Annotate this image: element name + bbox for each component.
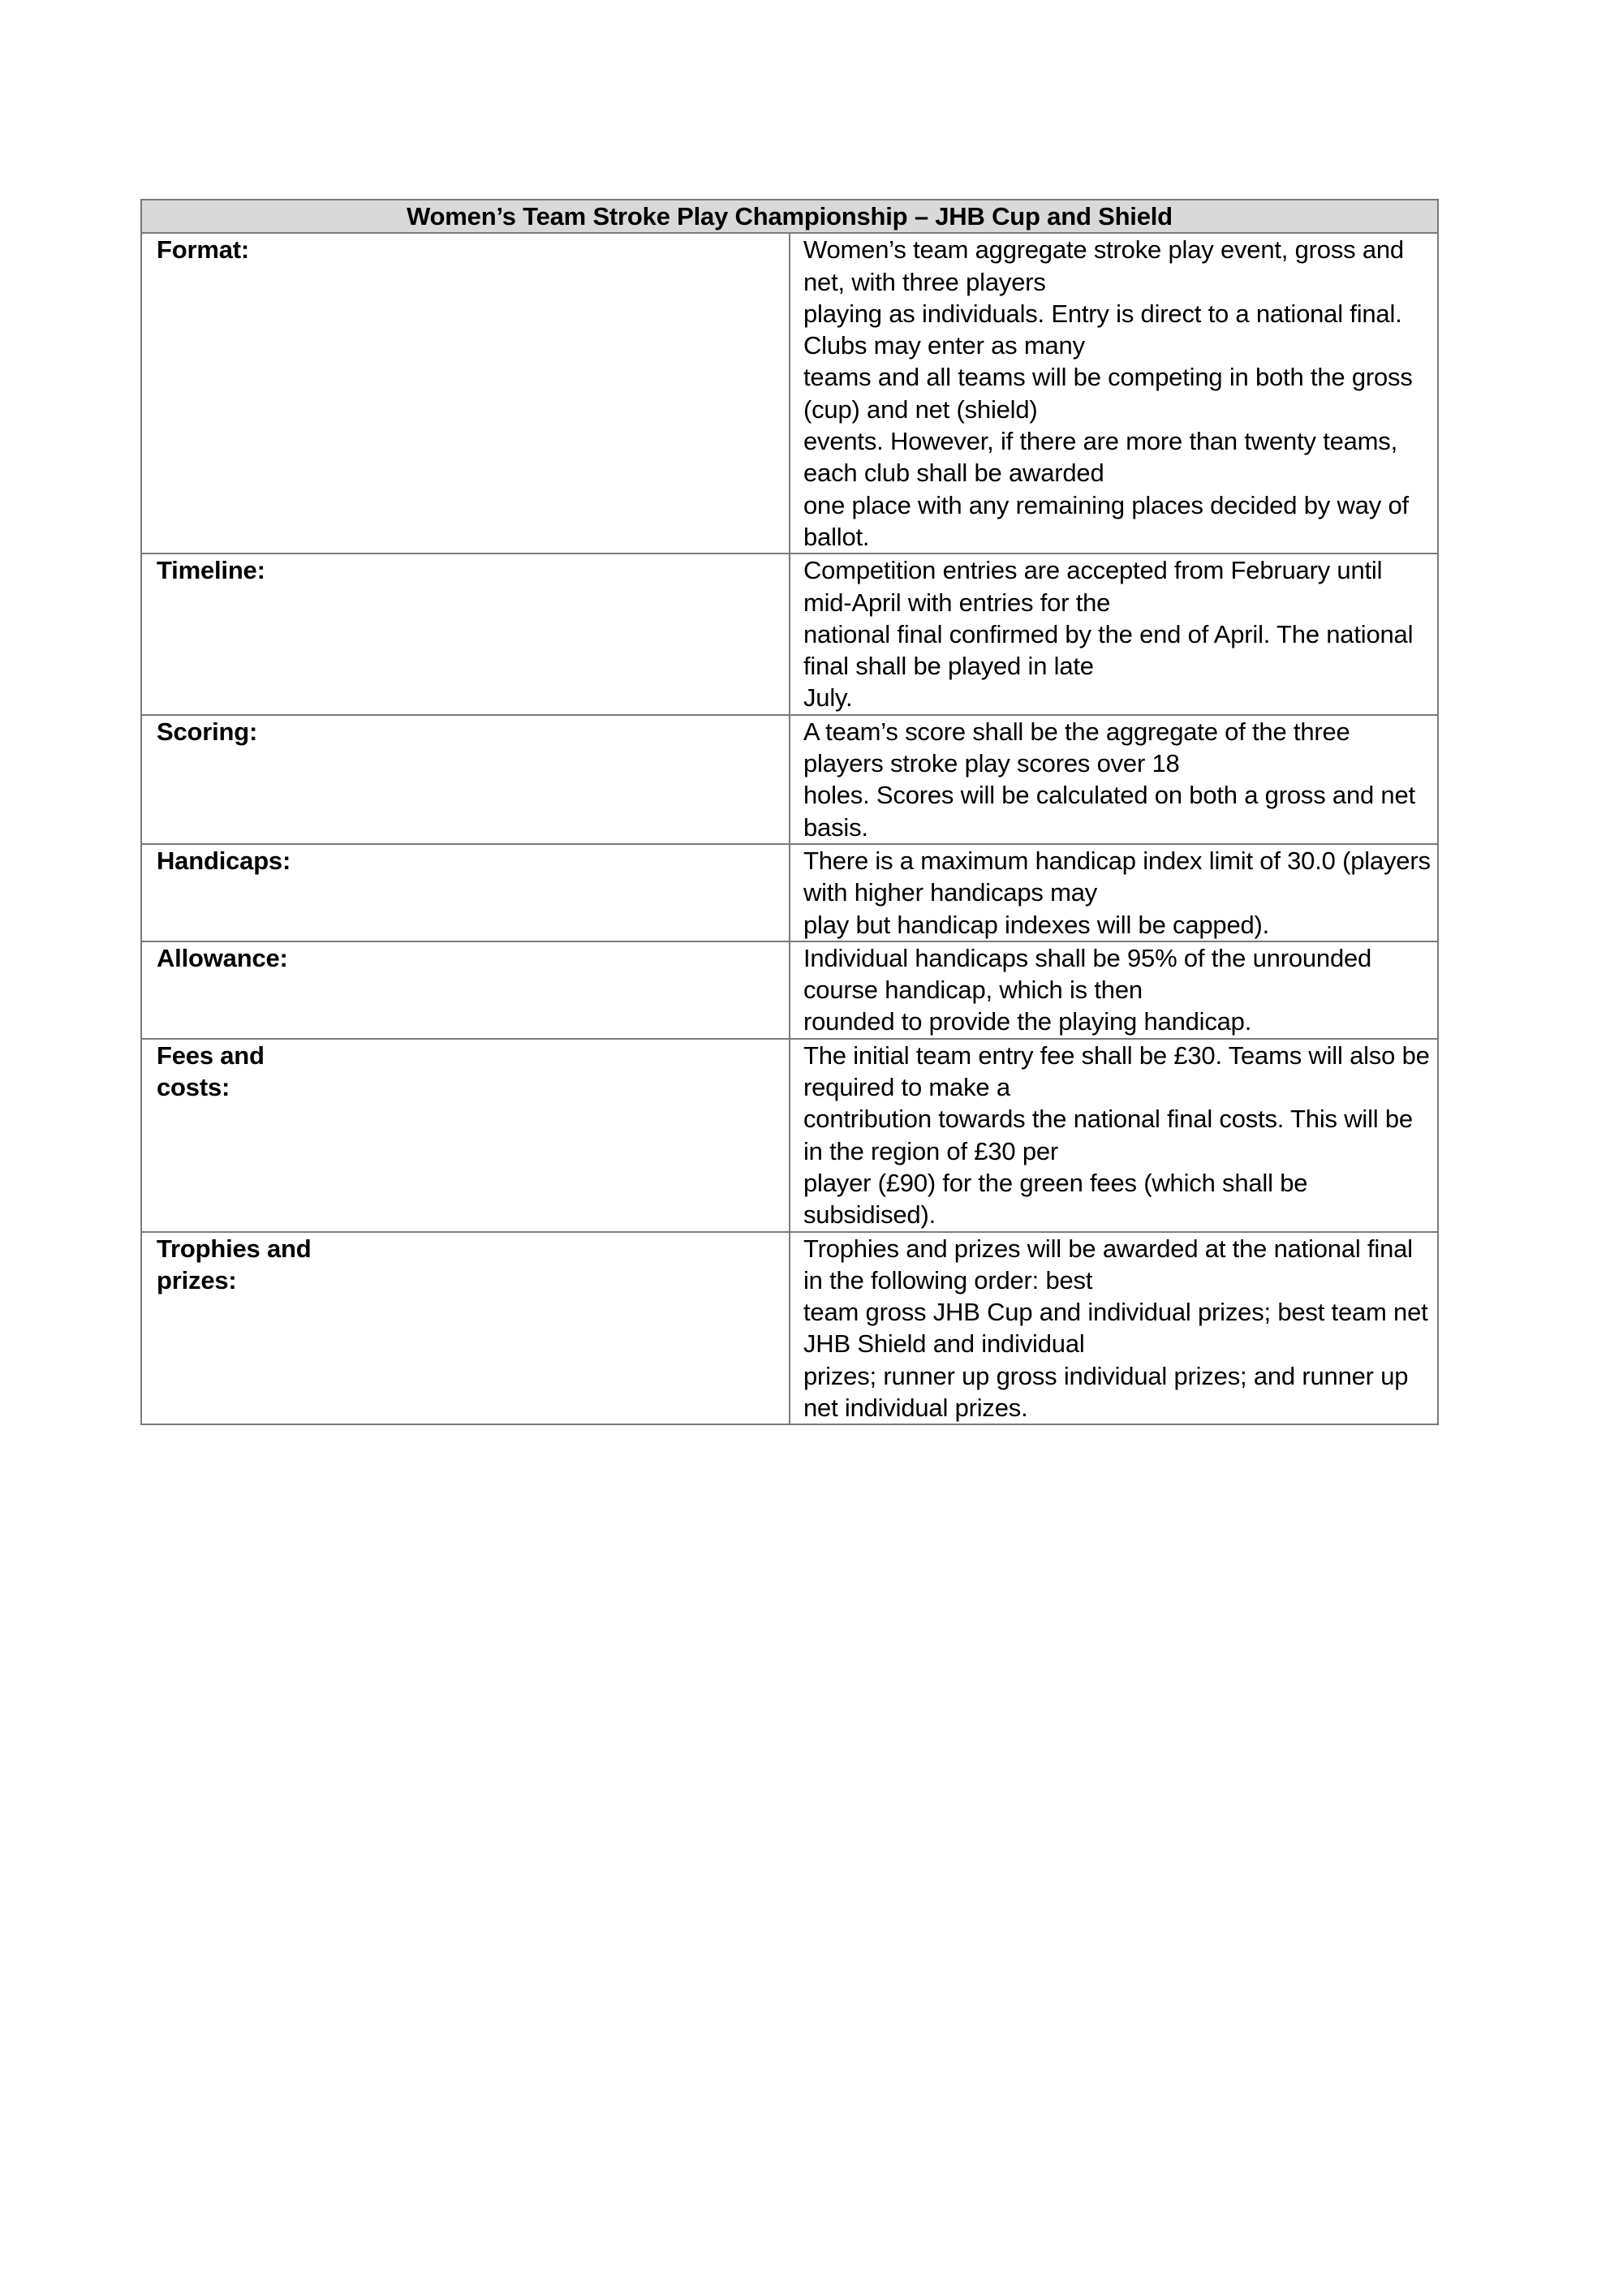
table-row-scoring <box>141 715 1438 844</box>
table-header-row <box>141 200 1438 233</box>
row-content: Women’s team aggregate stroke play event, gross and net, with three players playing as individuals. Entry is direct to a national final. Clubs may enter as many teams and all teams will be competing in both the gross (cup) and net (shield) events. However, if there are more than twenty teams, each club shall be awarded one place with any remaining places decided by way of ballot. <box>790 233 1438 554</box>
row-content: The initial team entry fee shall be £30. Teams will also be required to make a contribution towards the national final costs. This will be in the region of £30 per player (£90) for the green fees (which shall be subsidised). <box>790 1039 1438 1232</box>
table-title: Women’s Team Stroke Play Championship – JHB Cup and Shield <box>141 200 1438 233</box>
row-content: There is a maximum handicap index limit of 30.0 (players with higher handicaps may play but handicap indexes will be capped). <box>790 844 1438 941</box>
row-label: Timeline: <box>141 554 790 714</box>
championship-table <box>140 199 1439 1425</box>
row-label: Handicaps: <box>141 844 790 941</box>
table-row-trophies <box>141 1232 1438 1425</box>
row-label: Allowance: <box>141 941 790 1039</box>
row-label: Scoring: <box>141 715 790 844</box>
row-label: Format: <box>141 233 790 554</box>
table-row-format <box>141 233 1438 554</box>
row-content: Individual handicaps shall be 95% of the unrounded course handicap, which is then rounded to provide the playing handicap. <box>790 941 1438 1039</box>
row-content: Competition entries are accepted from February until mid-April with entries for the national final confirmed by the end of April. The national final shall be played in late July. <box>790 554 1438 714</box>
row-label: Fees and costs: <box>141 1039 790 1232</box>
row-content: A team’s score shall be the aggregate of the three players stroke play scores over 18 holes. Scores will be calculated on both a gross and net basis. <box>790 715 1438 844</box>
table-row-allowance <box>141 941 1438 1039</box>
row-label: Trophies and prizes: <box>141 1232 790 1425</box>
table-row-handicaps <box>141 844 1438 941</box>
table-row-fees <box>141 1039 1438 1232</box>
table-row-timeline <box>141 554 1438 714</box>
row-content: Trophies and prizes will be awarded at the national final in the following order: best team gross JHB Cup and individual prizes; best team net JHB Shield and individual prizes; runner up gross individual prizes; and runner up net individual prizes. <box>790 1232 1438 1425</box>
